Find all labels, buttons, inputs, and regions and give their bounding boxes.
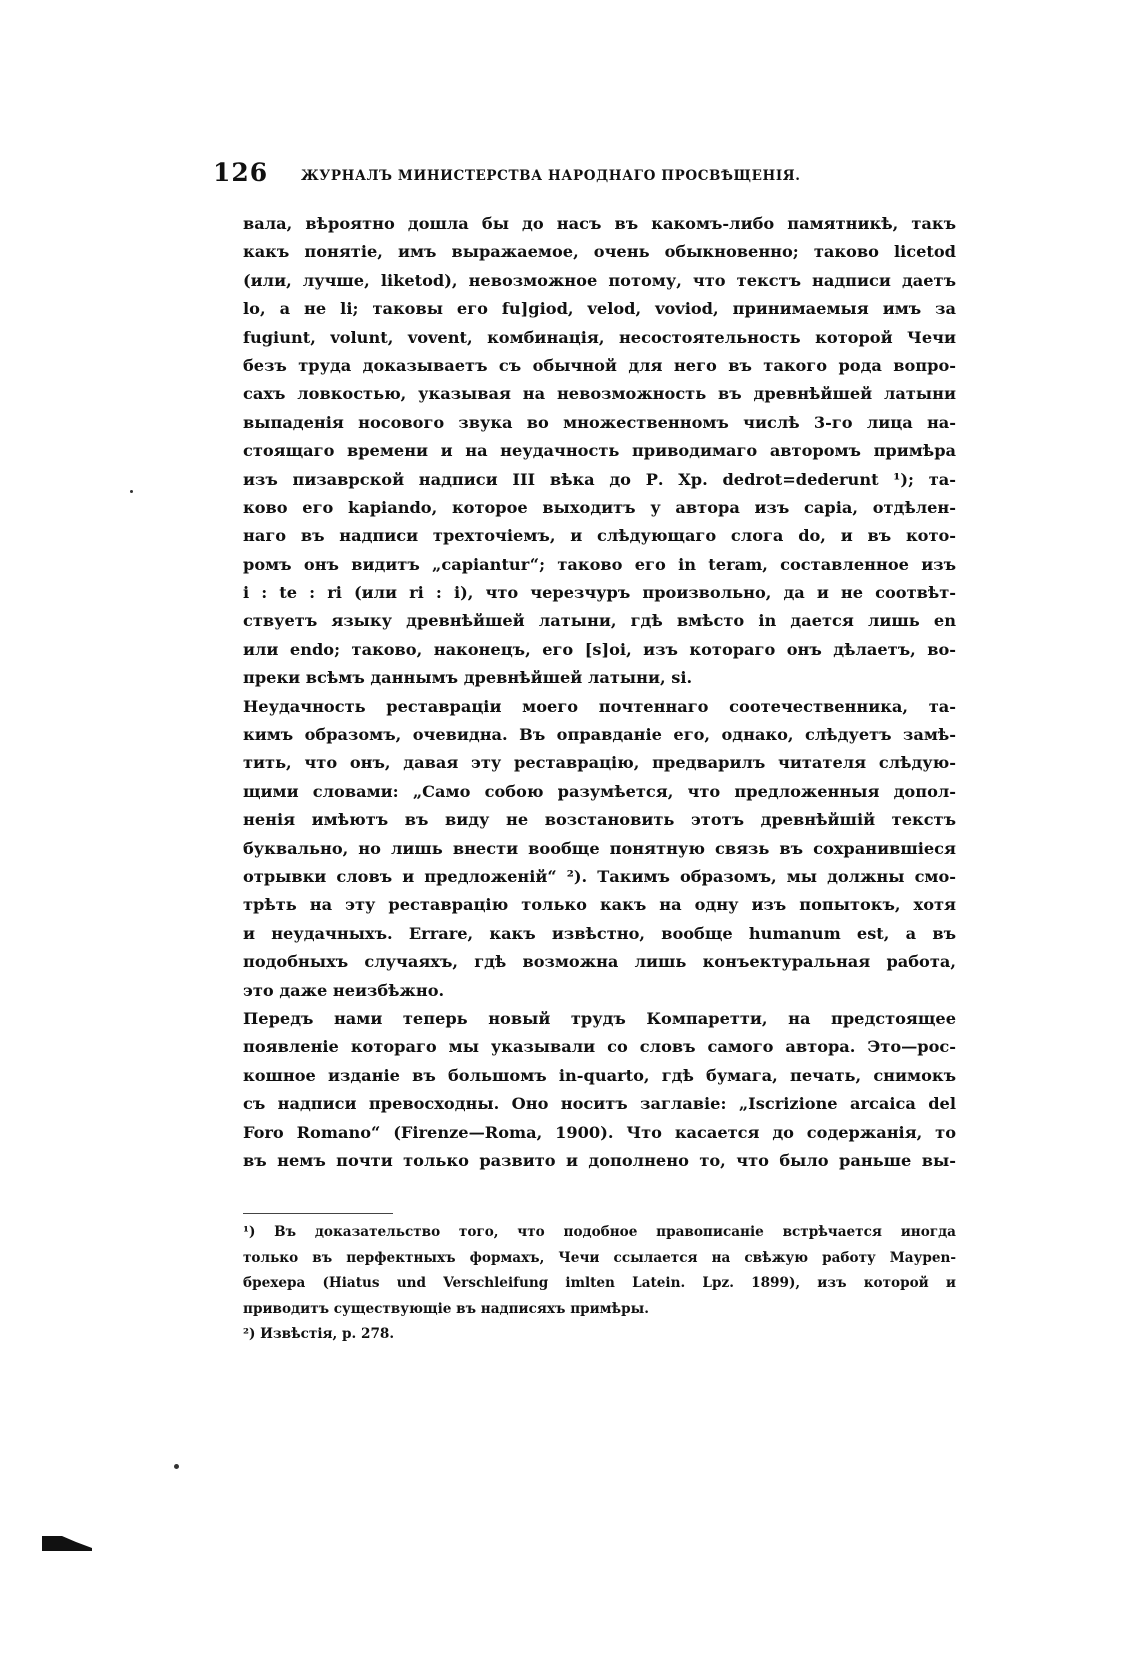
page-number: 126 bbox=[213, 158, 269, 187]
body-line: трѣть на эту реставрацію только какъ на одну изъ попытокъ, хотя bbox=[243, 895, 956, 915]
scan-speck bbox=[130, 490, 133, 493]
body-line: кимъ образомъ, очевидна. Въ оправданіе его, однако, слѣдуетъ замѣ- bbox=[243, 725, 956, 745]
body-line: наго въ надписи трехточіемъ, и слѣдующаго слога do, и въ кото- bbox=[243, 526, 956, 546]
page-header bbox=[213, 158, 953, 194]
paragraph-start-line: Неудачность реставраціи моего почтеннаго соотечественника, та- bbox=[243, 696, 956, 716]
body-line: безъ труда доказываетъ съ обычной для него въ такого рода вопро- bbox=[243, 355, 956, 375]
body-line: съ надписи превосходны. Оно носитъ заглавіе: „Iscrizione arcaica del bbox=[243, 1094, 956, 1114]
running-title: ЖУРНАЛЪ МИНИСТЕРСТВА НАРОДНАГО ПРОСВѢЩЕНІЯ. bbox=[301, 168, 801, 184]
body-line: щими словами: „Само собою разумѣется, что предложенныя допол- bbox=[243, 781, 956, 801]
body-line: преки всѣмъ даннымъ древнѣйшей латыни, si. bbox=[243, 668, 693, 688]
paragraph-start-line: Передъ нами теперь новый трудъ Компаретти, на предстоящее bbox=[243, 1008, 956, 1028]
body-line: Foro Romano“ (Firenze—Roma, 1900). Что касается до содержанія, то bbox=[243, 1122, 956, 1142]
body-line: появленіе котораго мы указывали со словъ самого автора. Это—рос- bbox=[243, 1037, 956, 1057]
footnote-rule bbox=[243, 1213, 393, 1214]
body-line: тить, что онъ, давая эту реставрацію, предварилъ читателя слѣдую- bbox=[243, 753, 956, 773]
footnote-line: приводитъ существующіе въ надписяхъ примѣры. bbox=[243, 1300, 649, 1317]
body-line: буквально, но лишь внести вообще понятную связь въ сохранившіеся bbox=[243, 838, 956, 858]
body-line: i : te : ri (или ri : i), что черезчуръ произвольно, да и не соотвѣт- bbox=[243, 583, 956, 603]
footnote-line: ¹) Въ доказательство того, что подобное правописаніе встрѣчается иногда bbox=[243, 1224, 956, 1240]
body-line: подобныхъ случаяхъ, гдѣ возможна лишь конъектуральная работа, bbox=[243, 952, 956, 972]
body-line: ствуетъ языку древнѣйшей латыни, гдѣ вмѣсто in дается лишь en bbox=[243, 611, 956, 631]
body-line: стоящаго времени и на неудачность приводимаго авторомъ примѣра bbox=[243, 441, 956, 461]
body-line: какъ понятіе, имъ выражаемое, очень обыкновенно; таково licetod bbox=[243, 242, 956, 262]
body-line: lo, а не li; таковы его fu]giod, velod, voviod, принимаемыя имъ за bbox=[243, 299, 956, 319]
body-line: въ немъ почти только развито и дополнено то, что было раньше вы- bbox=[243, 1150, 956, 1170]
body-line: изъ пизаврской надписи III вѣка до Р. Хр. dedrot=dederunt ¹); та- bbox=[243, 469, 956, 489]
body-line: кошное изданіе въ большомъ in-quarto, гдѣ бумага, печать, снимокъ bbox=[243, 1065, 956, 1085]
body-line: или endo; таково, наконецъ, его [s]oi, изъ котораго онъ дѣлаетъ, во- bbox=[243, 639, 956, 659]
body-line: это даже неизбѣжно. bbox=[243, 980, 445, 1000]
body-text bbox=[243, 210, 956, 1175]
scan-speck bbox=[174, 1464, 179, 1469]
body-line: fugiunt, volunt, vovent, комбинація, несостоятельность которой Чечи bbox=[243, 327, 956, 347]
body-line: ково его kapiando, которое выходитъ у автора изъ capia, отдѣлен- bbox=[243, 497, 956, 517]
footnote-line: только въ перфектныхъ формахъ, Чечи ссылается на свѣжую работу Мауреn- bbox=[243, 1249, 956, 1266]
body-line: сахъ ловкостью, указывая на невозможность въ древнѣйшей латыни bbox=[243, 384, 956, 404]
body-line: ненія имѣютъ въ виду не возстановить этотъ древнѣйшій текстъ bbox=[243, 810, 956, 830]
body-line: отрывки словъ и предложеній“ ²). Такимъ образомъ, мы должны смо- bbox=[243, 866, 956, 886]
body-line: (или, лучше, liketod), невозможное потому, что текстъ надписи даетъ bbox=[243, 270, 956, 290]
body-line: вала, вѣроятно дошла бы до насъ въ какомъ-либо памятникѣ, такъ bbox=[243, 214, 956, 233]
body-line: и неудачныхъ. Errare, какъ извѣстно, вообще humanum est, а въ bbox=[243, 923, 956, 943]
footnotes bbox=[243, 1220, 956, 1348]
scan-corner-mark bbox=[42, 1532, 94, 1554]
footnote-line: ²) Извѣстія, p. 278. bbox=[243, 1326, 395, 1342]
body-line: выпаденія носового звука во множественномъ числѣ 3-го лица на- bbox=[243, 412, 956, 432]
body-line: ромъ онъ видитъ „capiantur“; таково его in teram, составленное изъ bbox=[243, 554, 956, 574]
footnote-line: брехера (Hiatus und Verschleifung imlten Latein. Lpz. 1899), изъ которой и bbox=[243, 1275, 956, 1291]
